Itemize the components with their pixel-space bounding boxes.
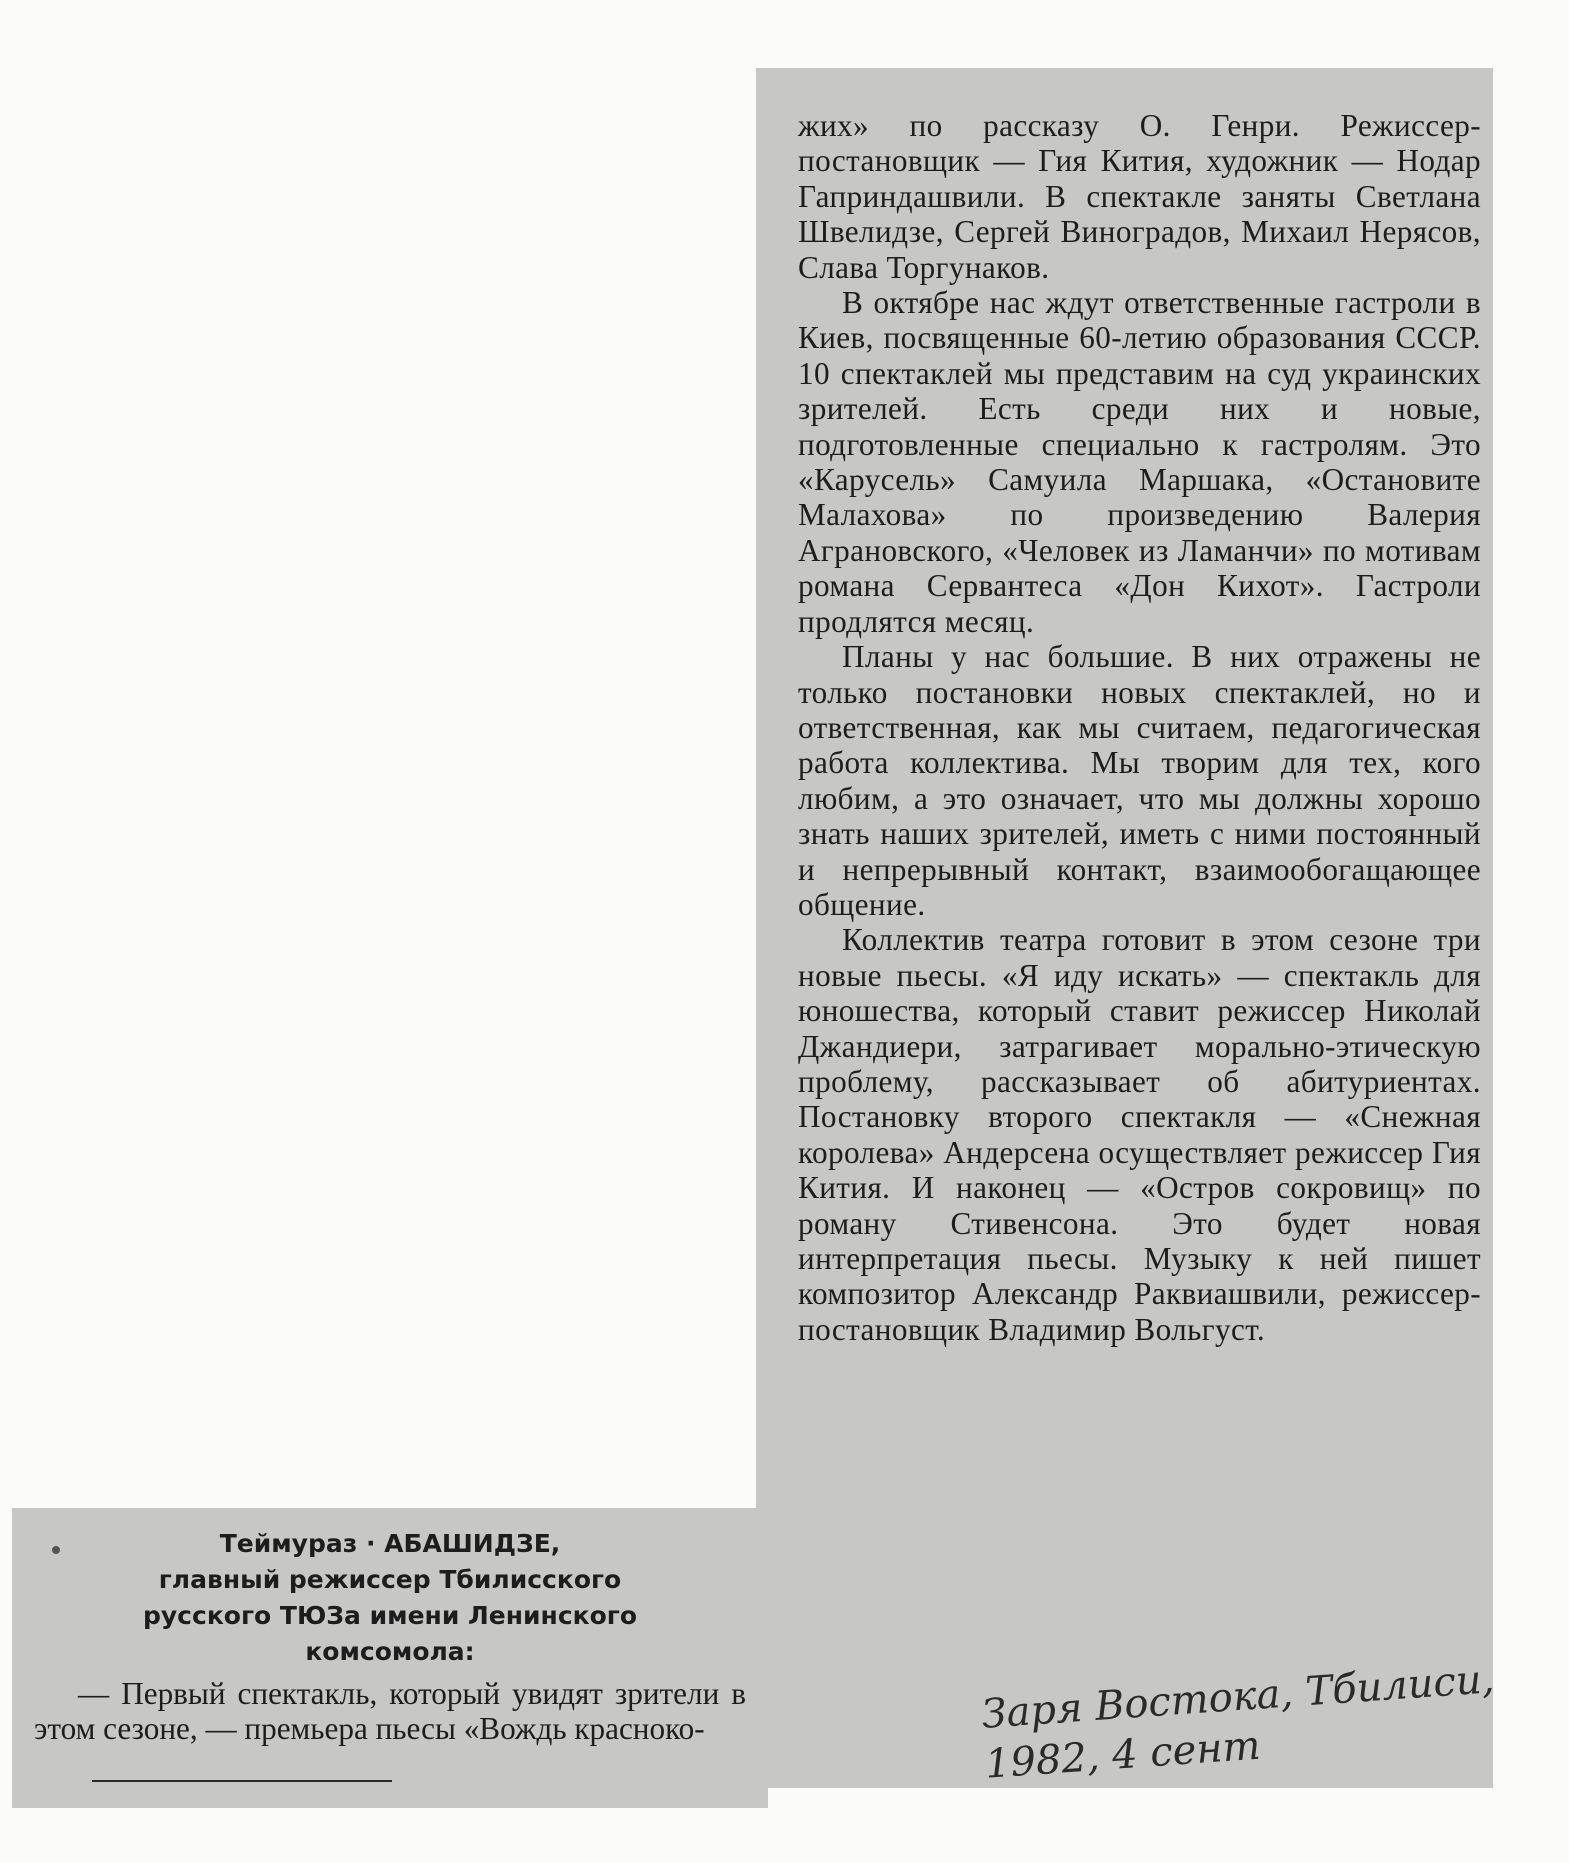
paragraph-2: В октябре нас ждут ответственные гастроли в Киев, посвященные 60-летию образования СССР. 10 спектаклей мы представим на суд украинских зрителей. Есть среди них и новые, подготовленные специально к гастролям. Это «Карусель» Самуила Маршака, «Остановите Малахова» по произведению Валерия Аграновского, «Человек из Ламанчи» по мотивам романа Сервантеса «Дон Кихот». Гастроли продлятся месяц. — [798, 285, 1481, 639]
byline-name: Теймураз · АБАШИДЗЕ, — [219, 1529, 561, 1558]
handwritten-line-2: 1982, 4 сент — [983, 1722, 1262, 1788]
newspaper-clipping-right-column — [756, 68, 1493, 1788]
handwritten-line-1: Заря Востока, Тбилиси, — [980, 1656, 1496, 1738]
byline-title-2: русского ТЮЗа имени Ленинского — [142, 1601, 638, 1630]
paragraph-4: Коллектив театра готовит в этом сезоне три новые пьесы. «Я иду искать» — спектакль для юношества, который ставит режиссер Николай Джандиери, затрагивает морально-этическую проблему, рассказывает об абитуриентах. Постановку второго спектакля — «Снежная королева» Андерсена осуществляет режиссер Гия Кития. И наконец — «Остров сокровищ» по роману Стивенсона. Это будет новая интерпретация пьесы. Музыку к ней пишет композитор Александр Раквиашвили, режиссер-постановщик Владимир Вольгуст. — [798, 922, 1481, 1347]
intro-text — [34, 1676, 746, 1747]
author-byline — [34, 1526, 746, 1670]
divider-rule — [92, 1780, 392, 1782]
byline-title-1: главный режиссер Тбилисского — [158, 1565, 622, 1594]
byline-title-3: комсомола: — [305, 1637, 475, 1666]
paragraph-1: жих» по рассказу О. Генри. Режиссер-постановщик — Гия Кития, художник — Нодар Гаприндашвили. В спектакле заняты Светлана Швелидзе, Сергей Виноградов, Михаил Нерясов, Слава Торгунаков. — [798, 108, 1481, 285]
paragraph-3: Планы у нас большие. В них отражены не только постановки новых спектаклей, но и ответственная, как мы считаем, педагогическая работа коллектива. Мы творим для тех, кого любим, а это означает, что мы должны хорошо знать наших зрителей, иметь с ними постоянный и непрерывный контакт, взаимообогащающее общение. — [798, 639, 1481, 922]
print-speck — [52, 1546, 60, 1554]
newspaper-clipping-left-column — [12, 1508, 768, 1808]
intro-paragraph: — Первый спектакль, который увидят зрители в этом сезоне, — премьера пьесы «Вождь красноко- — [34, 1676, 746, 1747]
